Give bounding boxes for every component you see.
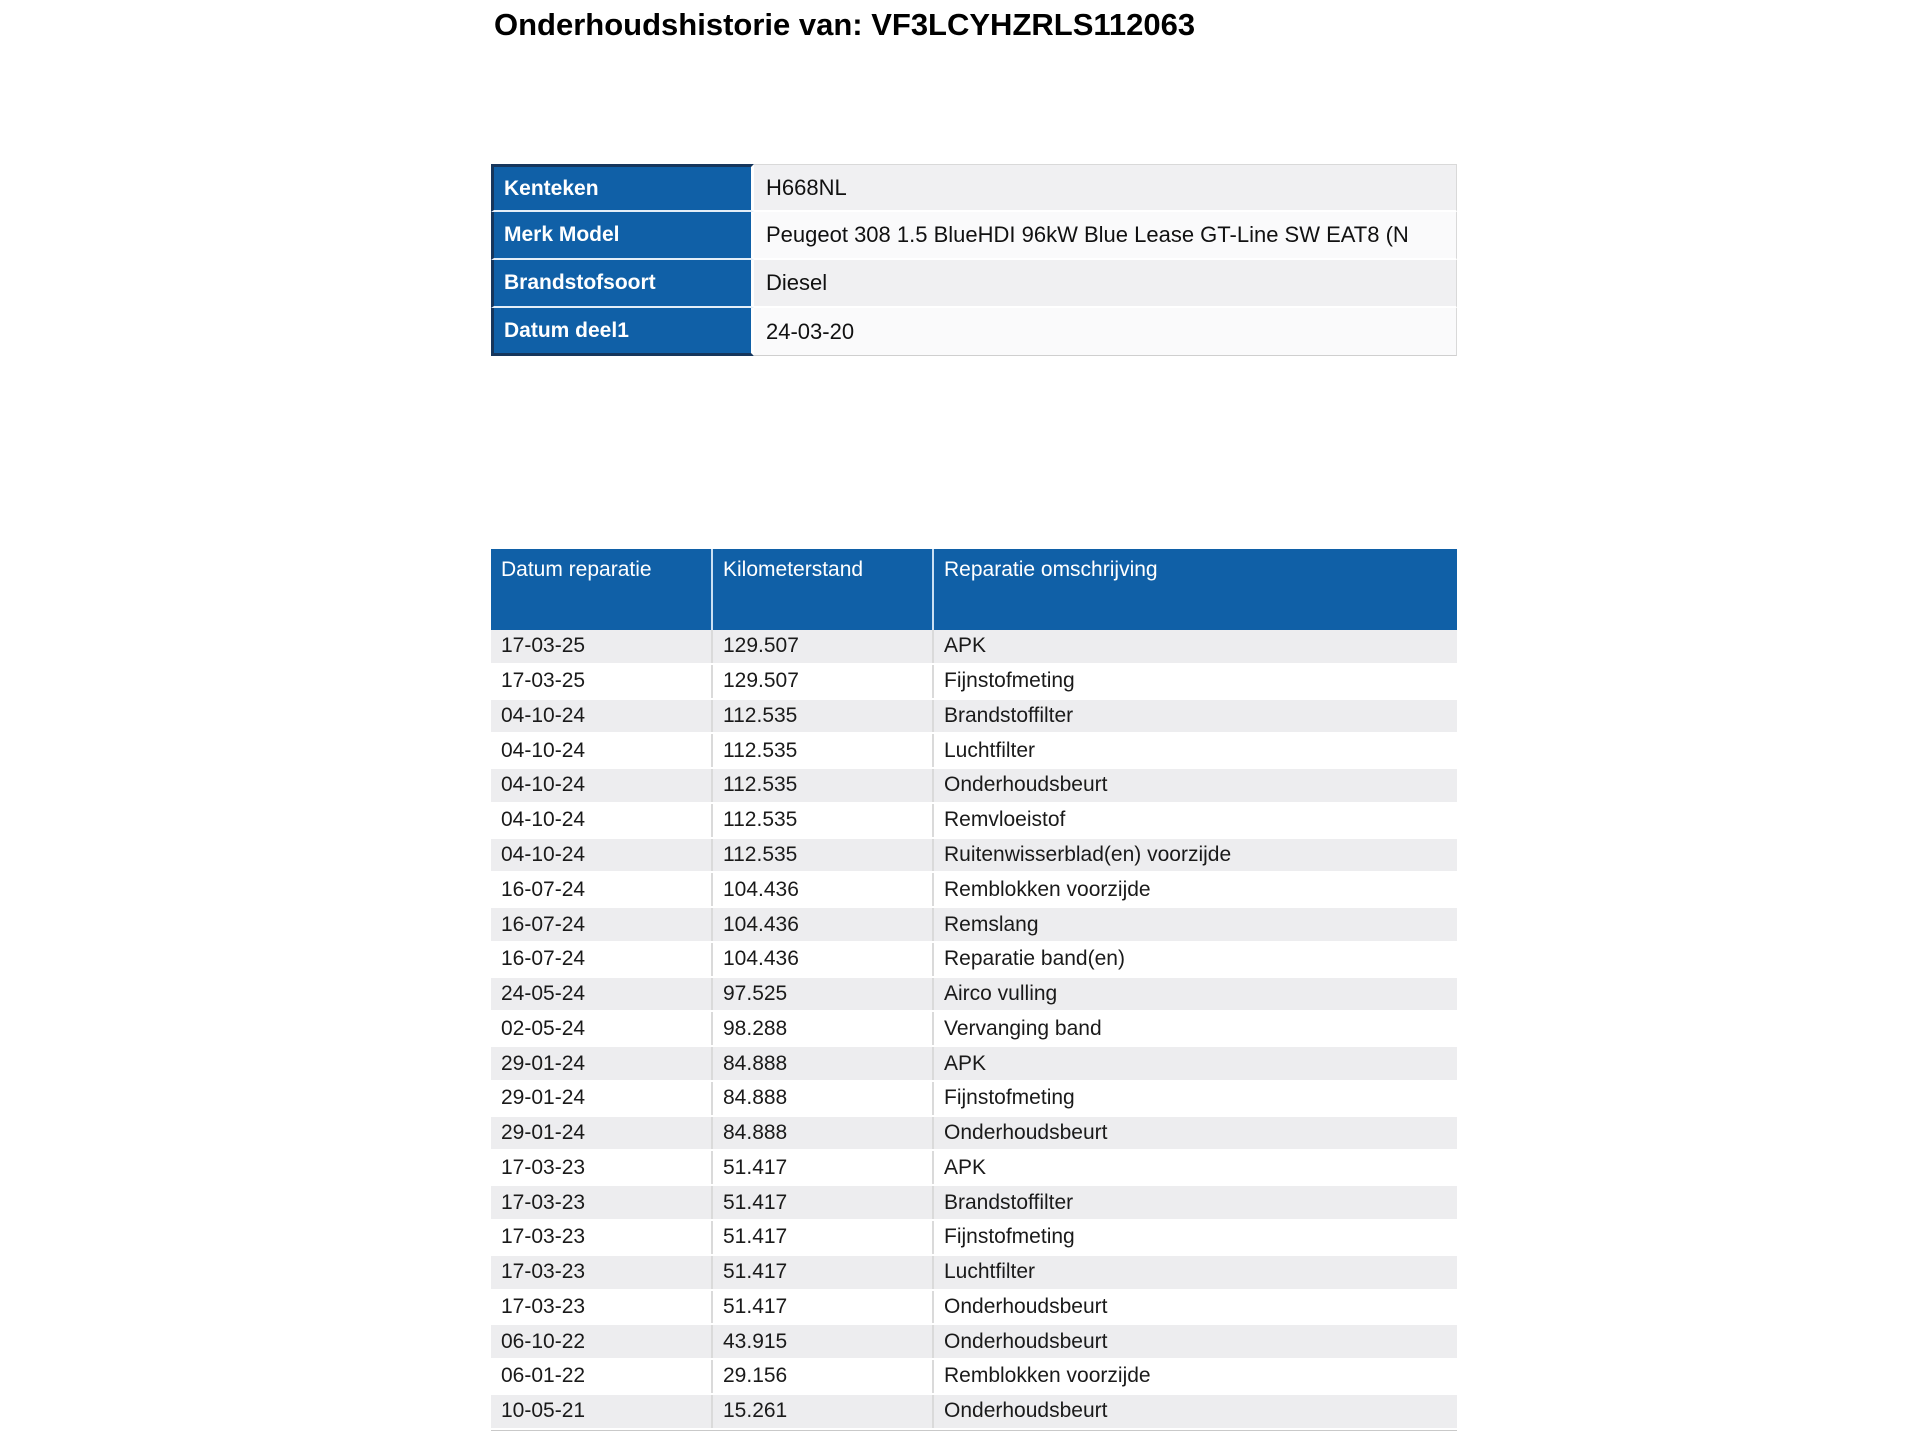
table-row bbox=[491, 943, 1457, 978]
cell-datum-reparatie: 17-03-25 bbox=[501, 669, 586, 693]
cell-kilometerstand: 104.436 bbox=[711, 873, 932, 906]
info-label-merk-model: Merk Model bbox=[491, 212, 754, 260]
cell-kilometerstand: 104.436 bbox=[711, 908, 932, 941]
table-row bbox=[491, 665, 1457, 700]
cell-kilometerstand: 51.417 bbox=[711, 1291, 932, 1324]
cell-datum-reparatie: 24-05-24 bbox=[501, 982, 586, 1006]
cell-reparatie-omschrijving: Fijnstofmeting bbox=[932, 665, 1457, 698]
info-label-datum-deel1: Datum deel1 bbox=[491, 308, 754, 356]
table-row bbox=[491, 1291, 1457, 1326]
cell-kilometerstand: 112.535 bbox=[711, 769, 932, 802]
cell-datum-reparatie: 04-10-24 bbox=[501, 842, 586, 866]
cell-kilometerstand: 129.507 bbox=[711, 630, 932, 663]
cell-datum-reparatie: 29-01-24 bbox=[501, 1121, 586, 1145]
table-row bbox=[491, 1047, 1457, 1082]
info-row bbox=[491, 164, 1457, 212]
cell-datum-reparatie: 06-01-22 bbox=[501, 1364, 586, 1388]
cell-reparatie-omschrijving: Ruitenwisserblad(en) voorzijde bbox=[932, 839, 1457, 872]
table-row bbox=[491, 1186, 1457, 1221]
cell-kilometerstand: 84.888 bbox=[711, 1047, 932, 1080]
cell-reparatie-omschrijving: Luchtfilter bbox=[932, 734, 1457, 767]
cell-datum-reparatie: 17-03-23 bbox=[501, 1190, 586, 1214]
table-row bbox=[491, 630, 1457, 665]
cell-datum-reparatie: 10-05-21 bbox=[501, 1399, 586, 1423]
header-cell-reparatie-omschrijving: Reparatie omschrijving bbox=[932, 549, 1457, 630]
cell-datum-reparatie: 16-07-24 bbox=[501, 877, 586, 901]
cell-datum-reparatie: 17-03-23 bbox=[501, 1260, 586, 1284]
cell-kilometerstand: 112.535 bbox=[711, 734, 932, 767]
cell-datum-reparatie: 06-10-22 bbox=[501, 1329, 586, 1353]
info-row bbox=[491, 260, 1457, 308]
cell-kilometerstand: 51.417 bbox=[711, 1186, 932, 1219]
cell-datum-reparatie: 17-03-23 bbox=[501, 1225, 586, 1249]
table-row bbox=[491, 804, 1457, 839]
cell-reparatie-omschrijving: APK bbox=[932, 630, 1457, 663]
cell-kilometerstand: 98.288 bbox=[711, 1012, 932, 1045]
service-history-table bbox=[491, 549, 1457, 1431]
table-row bbox=[491, 839, 1457, 874]
page-title: Onderhoudshistorie van: VF3LCYHZRLS112063 bbox=[494, 7, 1196, 42]
cell-reparatie-omschrijving: APK bbox=[932, 1047, 1457, 1080]
cell-kilometerstand: 97.525 bbox=[711, 978, 932, 1011]
table-row bbox=[491, 1012, 1457, 1047]
cell-reparatie-omschrijving: Onderhoudsbeurt bbox=[932, 1117, 1457, 1150]
cell-kilometerstand: 104.436 bbox=[711, 943, 932, 976]
cell-datum-reparatie: 04-10-24 bbox=[501, 808, 586, 832]
cell-kilometerstand: 112.535 bbox=[711, 839, 932, 872]
cell-reparatie-omschrijving: Remvloeistof bbox=[932, 804, 1457, 837]
info-label-kenteken: Kenteken bbox=[491, 164, 754, 212]
cell-datum-reparatie: 04-10-24 bbox=[501, 703, 586, 727]
service-history-header bbox=[491, 549, 1457, 630]
header-cell-datum-reparatie: Datum reparatie bbox=[501, 558, 652, 581]
cell-kilometerstand: 84.888 bbox=[711, 1117, 932, 1150]
table-row bbox=[491, 1082, 1457, 1117]
cell-datum-reparatie: 04-10-24 bbox=[501, 773, 586, 797]
cell-kilometerstand: 51.417 bbox=[711, 1151, 932, 1184]
table-row bbox=[491, 1325, 1457, 1360]
info-value-merk-model: Peugeot 308 1.5 BlueHDI 96kW Blue Lease GT-Line SW EAT8 (N bbox=[754, 212, 1457, 260]
cell-reparatie-omschrijving: Onderhoudsbeurt bbox=[932, 1291, 1457, 1324]
table-row bbox=[491, 1221, 1457, 1256]
cell-reparatie-omschrijving: Brandstoffilter bbox=[932, 700, 1457, 733]
cell-kilometerstand: 15.261 bbox=[711, 1395, 932, 1428]
service-history-body bbox=[491, 630, 1457, 1431]
cell-datum-reparatie: 17-03-25 bbox=[501, 634, 586, 658]
cell-datum-reparatie: 29-01-24 bbox=[501, 1051, 586, 1075]
cell-kilometerstand: 43.915 bbox=[711, 1325, 932, 1358]
info-row bbox=[491, 308, 1457, 356]
cell-reparatie-omschrijving: Remblokken voorzijde bbox=[932, 1360, 1457, 1393]
cell-reparatie-omschrijving: APK bbox=[932, 1151, 1457, 1184]
cell-reparatie-omschrijving: Onderhoudsbeurt bbox=[932, 1325, 1457, 1358]
cell-reparatie-omschrijving: Fijnstofmeting bbox=[932, 1082, 1457, 1115]
info-value-datum-deel1: 24-03-20 bbox=[754, 308, 1457, 356]
table-row bbox=[491, 1360, 1457, 1395]
table-row bbox=[491, 873, 1457, 908]
header-cell-kilometerstand: Kilometerstand bbox=[711, 549, 932, 630]
cell-kilometerstand: 51.417 bbox=[711, 1221, 932, 1254]
cell-kilometerstand: 51.417 bbox=[711, 1256, 932, 1289]
table-row bbox=[491, 908, 1457, 943]
cell-datum-reparatie: 16-07-24 bbox=[501, 947, 586, 971]
cell-datum-reparatie: 02-05-24 bbox=[501, 1016, 586, 1040]
table-row bbox=[491, 1395, 1457, 1430]
table-row bbox=[491, 734, 1457, 769]
cell-reparatie-omschrijving: Reparatie band(en) bbox=[932, 943, 1457, 976]
cell-kilometerstand: 112.535 bbox=[711, 700, 932, 733]
info-label-brandstofsoort: Brandstofsoort bbox=[491, 260, 754, 308]
vehicle-info-table bbox=[491, 164, 1457, 356]
cell-datum-reparatie: 16-07-24 bbox=[501, 912, 586, 936]
cell-reparatie-omschrijving: Luchtfilter bbox=[932, 1256, 1457, 1289]
cell-reparatie-omschrijving: Airco vulling bbox=[932, 978, 1457, 1011]
cell-reparatie-omschrijving: Fijnstofmeting bbox=[932, 1221, 1457, 1254]
cell-datum-reparatie: 29-01-24 bbox=[501, 1086, 586, 1110]
cell-datum-reparatie: 17-03-23 bbox=[501, 1155, 586, 1179]
info-value-brandstofsoort: Diesel bbox=[754, 260, 1457, 308]
cell-reparatie-omschrijving: Remslang bbox=[932, 908, 1457, 941]
cell-reparatie-omschrijving: Vervanging band bbox=[932, 1012, 1457, 1045]
table-row bbox=[491, 1256, 1457, 1291]
cell-reparatie-omschrijving: Onderhoudsbeurt bbox=[932, 1395, 1457, 1428]
info-row bbox=[491, 212, 1457, 260]
cell-kilometerstand: 112.535 bbox=[711, 804, 932, 837]
cell-kilometerstand: 29.156 bbox=[711, 1360, 932, 1393]
table-row bbox=[491, 978, 1457, 1013]
table-row bbox=[491, 1151, 1457, 1186]
cell-datum-reparatie: 04-10-24 bbox=[501, 738, 586, 762]
cell-reparatie-omschrijving: Remblokken voorzijde bbox=[932, 873, 1457, 906]
cell-datum-reparatie: 17-03-23 bbox=[501, 1294, 586, 1318]
cell-reparatie-omschrijving: Brandstoffilter bbox=[932, 1186, 1457, 1219]
table-row bbox=[491, 1117, 1457, 1152]
cell-reparatie-omschrijving: Onderhoudsbeurt bbox=[932, 769, 1457, 802]
cell-kilometerstand: 129.507 bbox=[711, 665, 932, 698]
info-value-kenteken: H668NL bbox=[754, 164, 1457, 212]
cell-kilometerstand: 84.888 bbox=[711, 1082, 932, 1115]
table-row bbox=[491, 700, 1457, 735]
table-row bbox=[491, 769, 1457, 804]
